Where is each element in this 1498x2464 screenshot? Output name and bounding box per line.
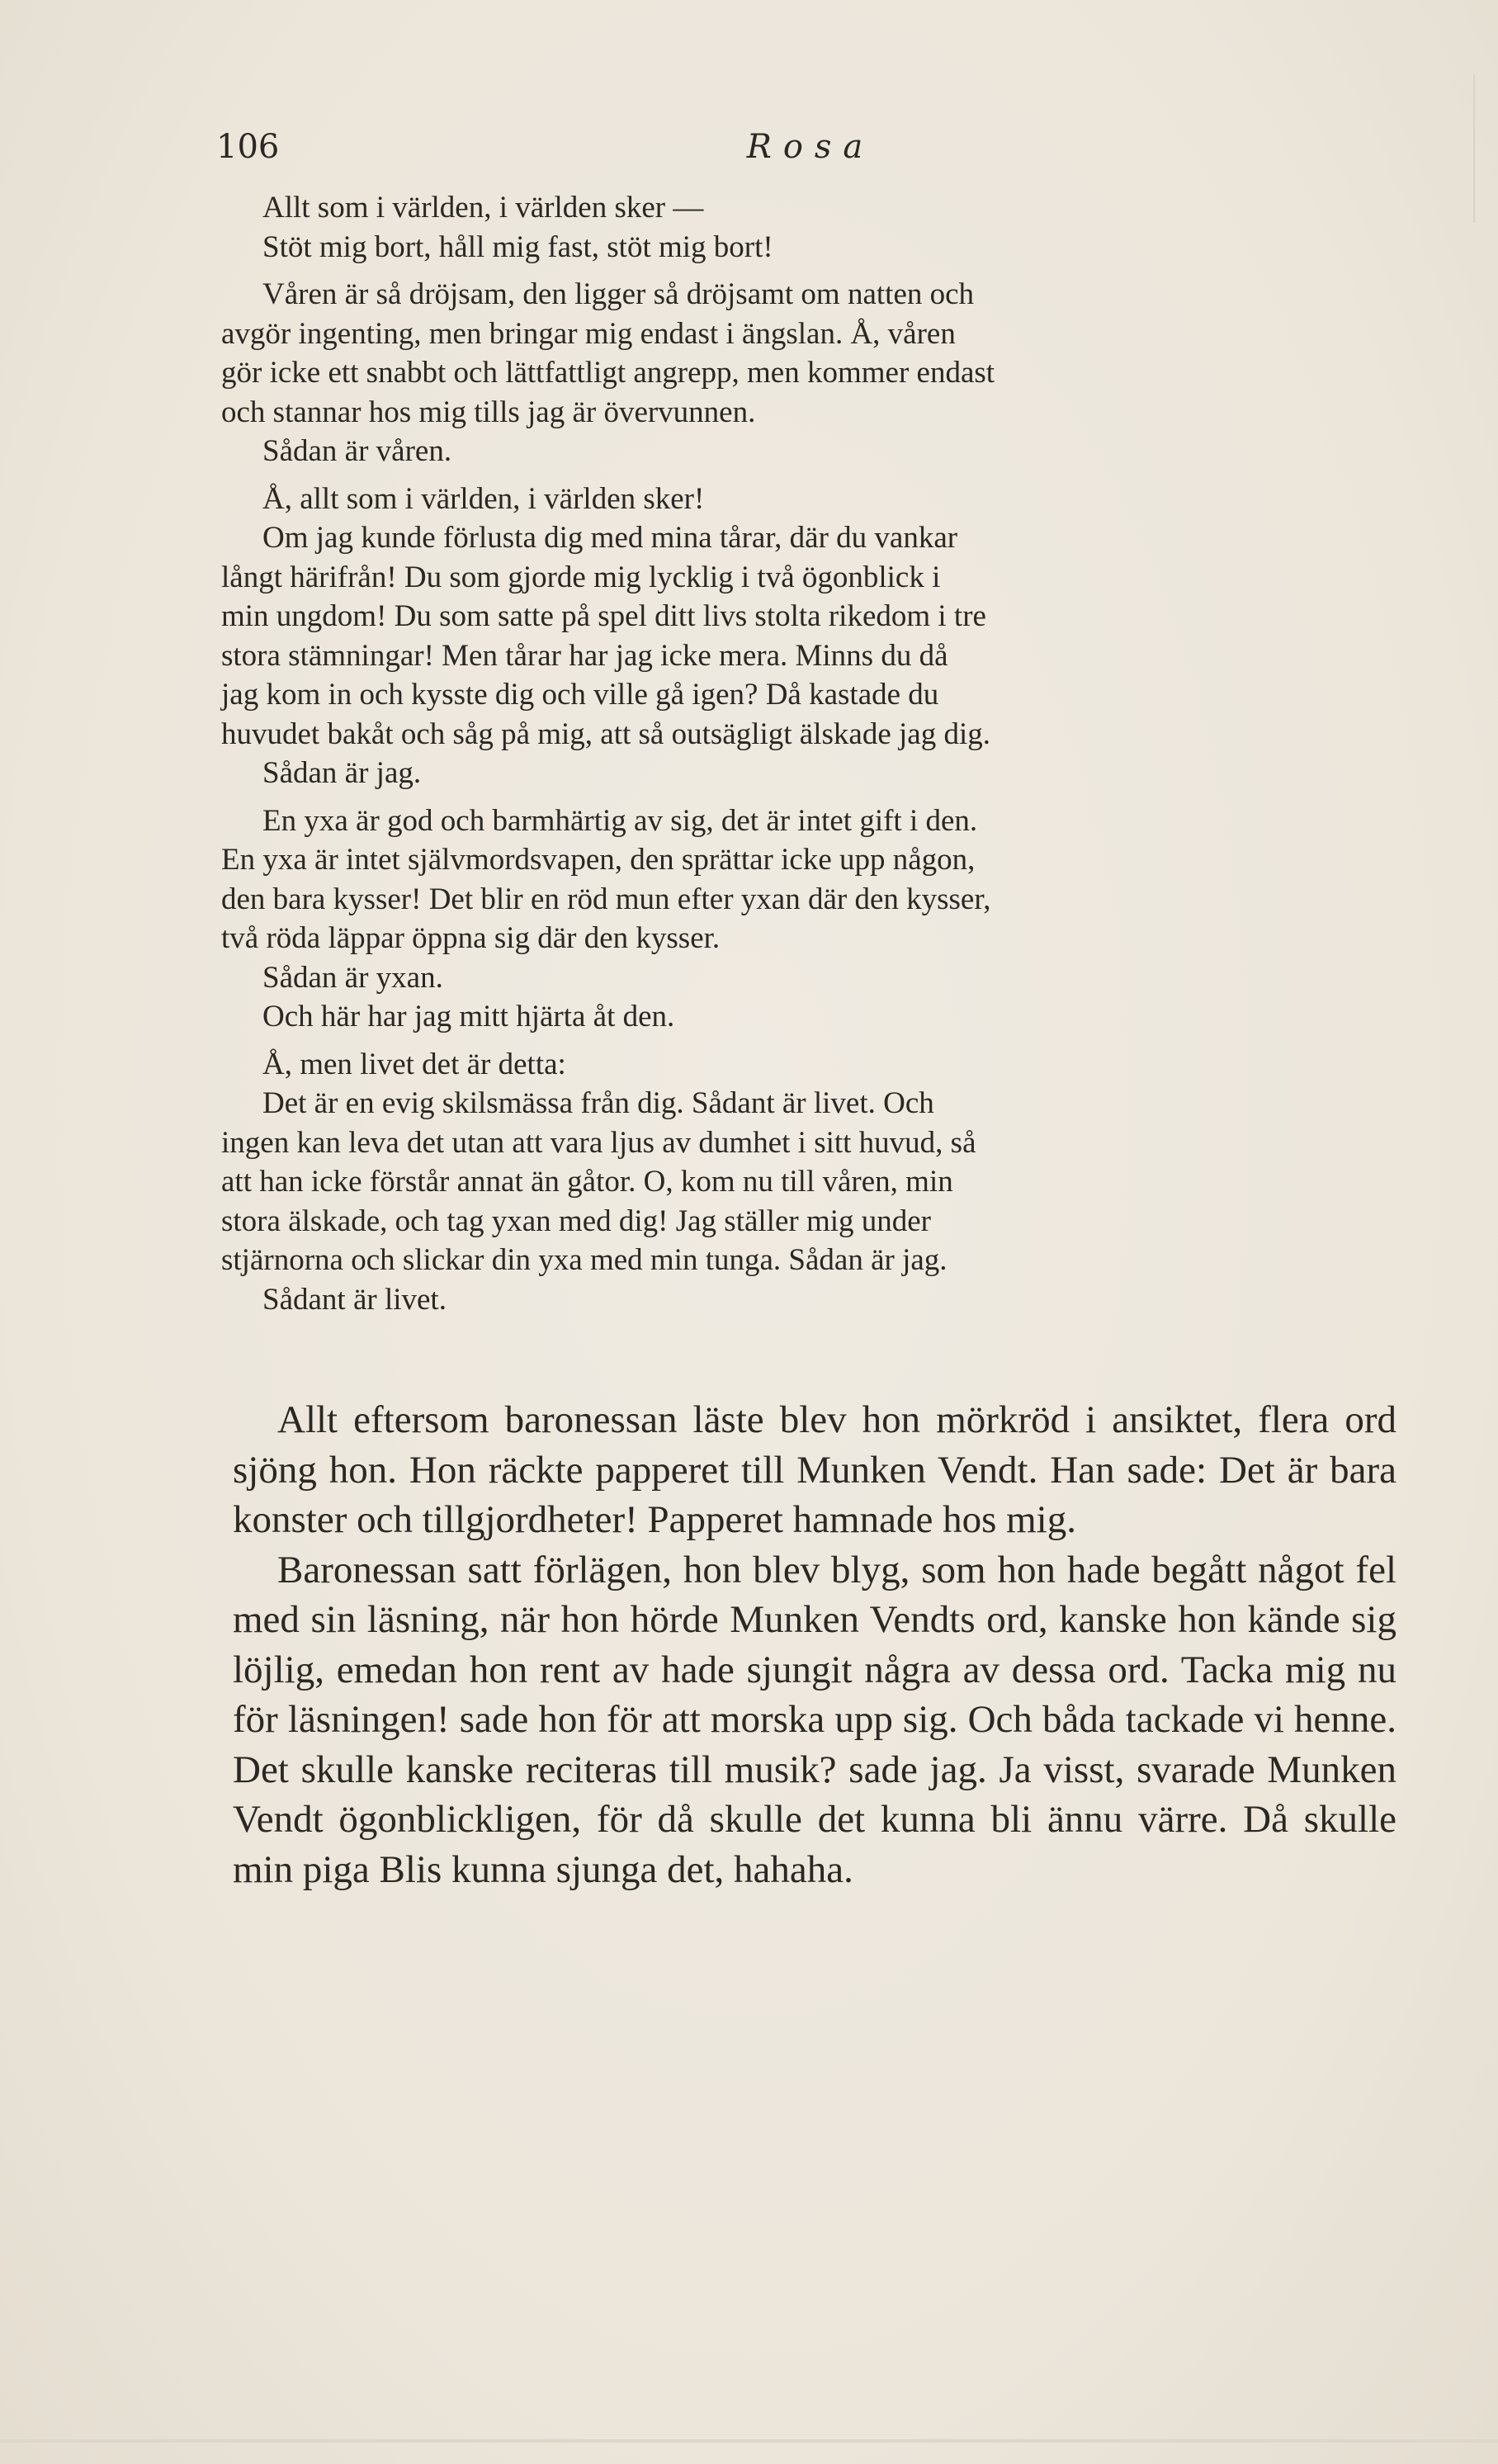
poem-line: Det är en evig skilsmässa från dig. Sådant är livet. Och — [262, 1086, 934, 1120]
poem-line: den bara kysser! Det blir en röd mun efter yxan där den kysser, — [221, 882, 991, 916]
poem-line: stora stämningar! Men tårar har jag icke mera. Minns du då — [221, 638, 948, 673]
poem-line: att han icke förstår annat än gåtor. O, kom nu till våren, min — [221, 1165, 953, 1199]
poem-stanza — [221, 275, 1385, 471]
poem-line: Allt som i världen, i världen sker — — [262, 191, 704, 225]
poem-line: En yxa är intet självmordsvapen, den sprättar icke upp någon, — [221, 843, 976, 877]
poem-line: ingen kan leva det utan att vara ljus av dumhet i sitt huvud, så — [221, 1125, 976, 1160]
poem-line: min ungdom! Du som satte på spel ditt livs stolta rikedom i tre — [221, 599, 986, 633]
poem-line: Sådan är jag. — [262, 756, 422, 790]
poem-line: Våren är så dröjsam, den ligger så dröjsamt om natten och — [262, 277, 975, 311]
poem-stanza — [221, 1045, 1385, 1320]
poem-stanza — [221, 480, 1385, 793]
poem-line: Å, allt som i världen, i världen sker! — [262, 481, 705, 516]
poem-line: och stannar hos mig tills jag är övervunnen. — [221, 395, 756, 429]
poem-line: Sådant är livet. — [262, 1282, 447, 1317]
poem-line: Och här har jag mitt hjärta åt den. — [262, 1000, 675, 1033]
poem-stanza — [221, 188, 1385, 267]
poem-line: Å, men livet det är detta: — [262, 1047, 566, 1081]
page-edge-mark — [1473, 74, 1475, 223]
poem-line: långt härifrån! Du som gjorde mig lycklig i två ögonblick i — [221, 560, 941, 594]
prose-paragraph: Baronessan satt förlägen, hon blev blyg, som hon hade begått något fel med sin läsning, när hon hörde Munken Vendts ord, kanske hon kände sig löjlig, emedan hon rent av hade sjungit några av dessa ord. Tacka mig nu för läsningen! sade hon för att morska upp sig. Och båda tackade vi henne. Det skulle kanske reciteras till musik? sade jag. Ja visst, svarade Munken Vendt ögonblickligen, för då skulle det kunna bli ännu värre. Då skulle min piga Blis kunna sjunga det, hahaha. — [233, 1548, 1396, 1891]
poem-line: En yxa är god och barmhärtig av sig, det är intet gift i den. — [262, 803, 978, 838]
poem-line: två röda läppar öppna sig där den kysser. — [221, 921, 721, 955]
page-header — [216, 122, 1405, 172]
poem-line: stjärnorna och slickar din yxa med min tunga. Sådan är jag. — [221, 1243, 947, 1277]
poem-line: Om jag kunde förlusta dig med mina tårar, där du vankar — [262, 521, 958, 555]
page-number: 106 — [216, 128, 280, 166]
page-bottom-band — [0, 2439, 1498, 2443]
poem-line: avgör ingenting, men bringar mig endast i ängslan. Å, våren — [221, 316, 956, 351]
poem-line: jag kom in och kysste dig och ville gå igen? Då kastade du — [221, 678, 939, 712]
poem-line: gör icke ett snabbt och lättfattligt angrepp, men kommer endast — [221, 356, 995, 390]
prose-block — [233, 1395, 1396, 1894]
poem-line: huvudet bakåt och såg på mig, att så outsägligt älskade jag dig. — [221, 716, 990, 751]
poem-line: stora älskade, och tag yxan med dig! Jag ställer mig under — [221, 1204, 931, 1238]
poem-line: Sådan är yxan. — [262, 960, 443, 995]
poem-line: Stöt mig bort, håll mig fast, stöt mig bort! — [262, 229, 773, 264]
running-title: Rosa — [746, 128, 875, 166]
poem-block — [221, 188, 1385, 1327]
poem-line: Sådan är våren. — [262, 434, 452, 468]
poem-stanza — [221, 802, 1385, 1037]
prose-paragraph: Allt eftersom baronessan läste blev hon mörkröd i ansiktet, flera ord sjöng hon. Hon räckte papperet till Munken Vendt. Han sade: Det är bara konster och tillgjordheter! Papperet hamnade hos mig. — [233, 1398, 1396, 1541]
